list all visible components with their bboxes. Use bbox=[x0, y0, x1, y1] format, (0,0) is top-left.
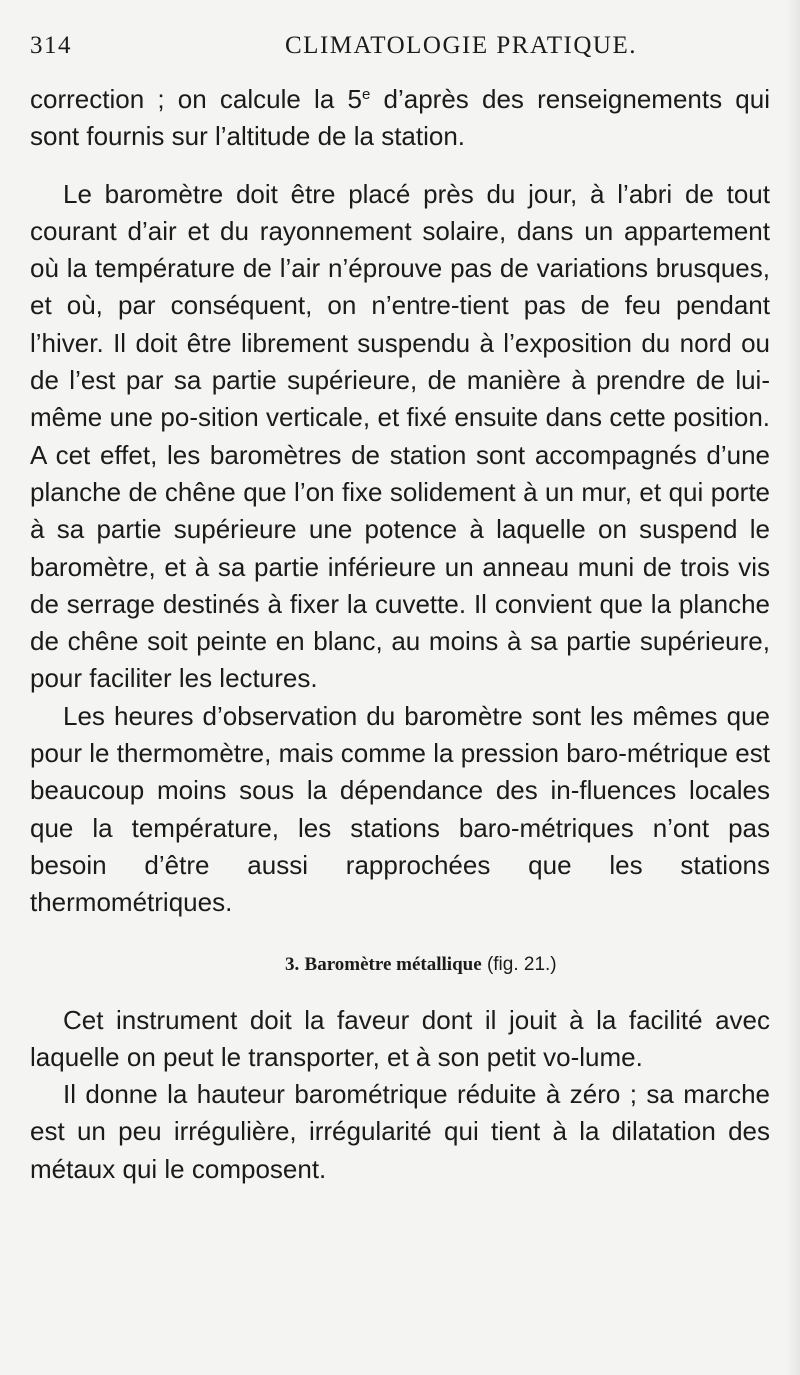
book-page bbox=[30, 32, 770, 1188]
paragraph-text: correction ; on calcule la 5 bbox=[30, 84, 362, 114]
section-title: Baromètre métallique bbox=[304, 953, 482, 975]
superscript: e bbox=[361, 86, 371, 103]
section-heading bbox=[30, 954, 770, 976]
running-head bbox=[30, 32, 770, 72]
running-title: CLIMATOLOGIE PRATIQUE. bbox=[285, 32, 637, 59]
page-number: 314 bbox=[30, 32, 72, 59]
section-number: 3. bbox=[285, 953, 300, 975]
page-edge-shadow bbox=[786, 0, 800, 1375]
paragraph-continuation bbox=[30, 76, 770, 156]
paragraph-observation-hours: Les heures d’observation du baromètre sont les mêmes que pour le thermomètre, mais comme la pression baro-métrique est beaucoup moins sous la dépendance des in-fluences locales que la température, les stations baro-métriques n’ont pas besoin d’être aussi rapprochées que les stations thermométriques. bbox=[30, 700, 770, 918]
paragraph-text: d’après des renseignements qui sont fournis sur l’altitude de la station. bbox=[30, 84, 771, 152]
figure-reference: (fig. 21.) bbox=[486, 953, 557, 975]
paragraph-instrument: Cet instrument doit la faveur dont il jouit à la facilité avec laquelle on peut le transporter, et à son petit vo-lume. bbox=[30, 1004, 770, 1072]
paragraph-height-reading: Il donne la hauteur barométrique réduite à zéro ; sa marche est un peu irrégulière, irrégularité qui tient à la dilatation des métaux qui le composent. bbox=[30, 1079, 770, 1184]
paragraph-barometer-placement: Le baromètre doit être placé près du jour, à l’abri de tout courant d’air et du rayonnement solaire, dans un appartement où la température de l’air n’éprouve pas de variations brusques, et où, par conséquent, on n’entre-tient pas de feu pendant l’hiver. Il doit être librement suspendu à l’exposition du nord ou de l’est par sa partie supérieure, de manière à prendre de lui-même une po-sition verticale, et fixé ensuite dans cette position. A cet effet, les baromètres de station sont accompagnés d’une planche de chêne que l’on fixe solidement à un mur, et qui porte à sa partie supérieure une potence à laquelle on suspend le baromètre, et à sa partie inférieure un anneau muni de trois vis de serrage destinés à fixer la cuvette. Il convient que la planche de chêne soit peinte en blanc, au moins à sa partie supérieure, pour faciliter les lectures. bbox=[30, 178, 770, 694]
